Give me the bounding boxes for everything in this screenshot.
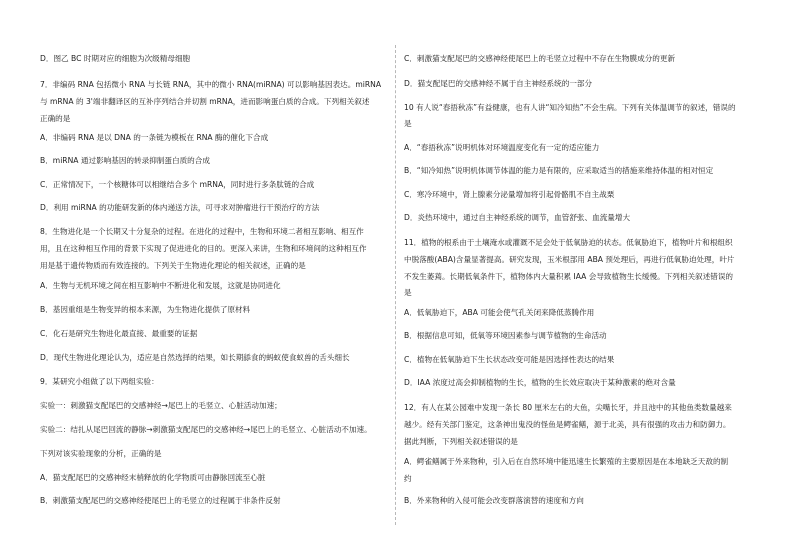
q9-stem: 9．某研究小组做了以下两组实验： bbox=[40, 377, 159, 386]
q11-option-b: B．根据信息可知，低氧等环境因素参与调节植物的生命活动 bbox=[404, 331, 607, 340]
q9-option-a: A．猫支配尾巴的交感神经末梢释放的化学物质可由静脉回流至心脏 bbox=[40, 473, 266, 482]
q7-stem-line: 正确的是 bbox=[40, 114, 71, 123]
q8-stem-line: 8．生物进化是一个长期又十分复杂的过程。在进化的过程中，生物和环境二者相互影响、相互作 bbox=[40, 227, 364, 236]
q10-option-a: A．“春捂秋冻”说明机体对环境温度变化有一定的适应能力 bbox=[404, 143, 600, 152]
q9-option-c: C．刺激猫支配尾巴的交感神经使尾巴上的毛竖立过程中不存在生物膜成分的更新 bbox=[404, 54, 676, 63]
q6-option-d: D．图乙 BC 时期对应的细胞为次级精母细胞 bbox=[40, 54, 191, 63]
q9-experiment-1: 实验一：刺激猫支配尾巴的交感神经→尾巴上的毛竖立、心脏活动加速； bbox=[40, 401, 282, 410]
q10-stem-line: 是 bbox=[404, 119, 412, 128]
q11-option-c: C．植物在低氧胁迫下生长状态改变可能是因选择性表达的结果 bbox=[404, 355, 615, 364]
q8-option-a: A．生物与无机环境之间在相互影响中不断进化和发展，这就是协同进化 bbox=[40, 281, 281, 290]
q9-option-d: D．猫支配尾巴的交感神经不属于自主神经系统的一部分 bbox=[404, 79, 593, 88]
column-divider bbox=[395, 45, 396, 525]
q10-option-b: B．“知冷知热”说明机体调节体温的能力是有限的，应采取适当的措施来维持体温的相对恒定 bbox=[404, 166, 714, 175]
q11-stem-line: 不发生萎蔫。长期低氧条件下，植物体内大量积累 IAA 会导致植物生长缓慢。下列相关叙述错误的 bbox=[404, 272, 734, 281]
q12-option-a: A．鳄雀鳝属于外来物种，引入后在自然环境中能迅速生长繁殖的主要原因是在本地缺乏天敌的制 bbox=[404, 457, 729, 466]
q10-option-c: C．寒冷环境中，肾上腺素分泌量增加将引起骨骼肌不自主战栗 bbox=[404, 190, 615, 199]
q12-option-b: B．外来物种的入侵可能会改变群落演替的速度和方向 bbox=[404, 496, 584, 505]
q7-stem-line: 7．非编码 RNA 包括微小 RNA 与长链 RNA，其中的微小 RNA(miRNA) 可以影响基因表达。miRNA bbox=[40, 80, 382, 89]
q10-option-d: D．炎热环境中，通过自主神经系统的调节，血管舒张、血流量增大 bbox=[404, 213, 631, 222]
q11-stem-line: 中脱落酸(ABA)含量显著提高。研究发现，玉米根部用 ABA 预处理后，再进行低氧胁迫处理，叶片 bbox=[404, 255, 735, 264]
q11-stem-line: 11．植物的根系由于土壤淹水或灌溉不足会处于低氧胁迫的状态。低氧胁迫下，植物叶片和根组织 bbox=[404, 238, 733, 247]
q8-stem-line: 用，且在这种相互作用的背景下实现了促进进化的目的。更深入来讲，生物和环境间的这种相互作 bbox=[40, 244, 367, 253]
q9-option-b: B．刺激猫支配尾巴的交感神经使尾巴上的毛竖立的过程属于非条件反射 bbox=[40, 496, 281, 505]
q12-option-a-cont: 约 bbox=[404, 474, 412, 483]
q7-option-c: C．正常情况下，一个核糖体可以相继结合多个 mRNA，同时进行多条肽链的合成 bbox=[40, 180, 315, 189]
q11-stem-line: 是 bbox=[404, 288, 412, 297]
q8-option-d: D．现代生物进化理论认为，适应是自然选择的结果，如长期舔食的蚂蚁使食蚁兽的舌头细长 bbox=[40, 353, 350, 362]
q7-option-a: A．非编码 RNA 是以 DNA 的一条链为模板在 RNA 酶的催化下合成 bbox=[40, 133, 269, 142]
q9-question: 下列对该实验现象的分析，正确的是 bbox=[40, 449, 162, 458]
q12-stem-line: 12．有人在某公园难中发现一条长 80 厘米左右的大鱼，尖嘴长牙，并且池中的其他鱼类数量越来 bbox=[404, 403, 732, 412]
q12-stem-line: 据此判断，下列相关叙述错误的是 bbox=[404, 437, 518, 446]
q9-experiment-2: 实验二：结扎从尾巴回流的静脉→刺激猫支配尾巴的交感神经→尾巴上的毛竖立、心脏活动不加速。 bbox=[40, 425, 372, 434]
q11-option-d: D．IAA 浓度过高会抑制植物的生长，植物的生长效应取决于某种激素的绝对含量 bbox=[404, 378, 676, 387]
q8-option-c: C．化石是研究生物进化最直接、最重要的证据 bbox=[40, 329, 198, 338]
q11-option-a: A．低氧胁迫下，ABA 可能会使气孔关闭来降低蒸腾作用 bbox=[404, 308, 595, 317]
q7-option-d: D．利用 miRNA 的功能研发新的体内递送方法，可寻求对肿瘤进行干预治疗的方法 bbox=[40, 203, 320, 212]
q10-stem-line: 10 有人说“春捂秋冻”有益健康，也有人讲“知冷知热”不会生病。下列有关体温调节的叙述，错误的 bbox=[404, 103, 736, 112]
q12-stem-line: 越少。经有关部门鉴定，这条神出鬼没的怪鱼是鳄雀鳝，源于北美，具有很强的攻击力和防御力。 bbox=[404, 420, 731, 429]
q7-stem-line: 与 mRNA 的 3'端非翻译区的互补序列结合并切割 mRNA，进而影响蛋白质的合成。下列相关叙述 bbox=[40, 97, 370, 106]
q7-option-b: B．miRNA 通过影响基因的转录抑制蛋白质的合成 bbox=[40, 156, 210, 165]
q8-option-b: B．基因重组是生物变异的根本来源，为生物进化提供了原材料 bbox=[40, 305, 251, 314]
q8-stem-line: 用是基于遗传物质而有效连接的。下列关于生物进化理论的相关叙述，正确的是 bbox=[40, 261, 306, 270]
